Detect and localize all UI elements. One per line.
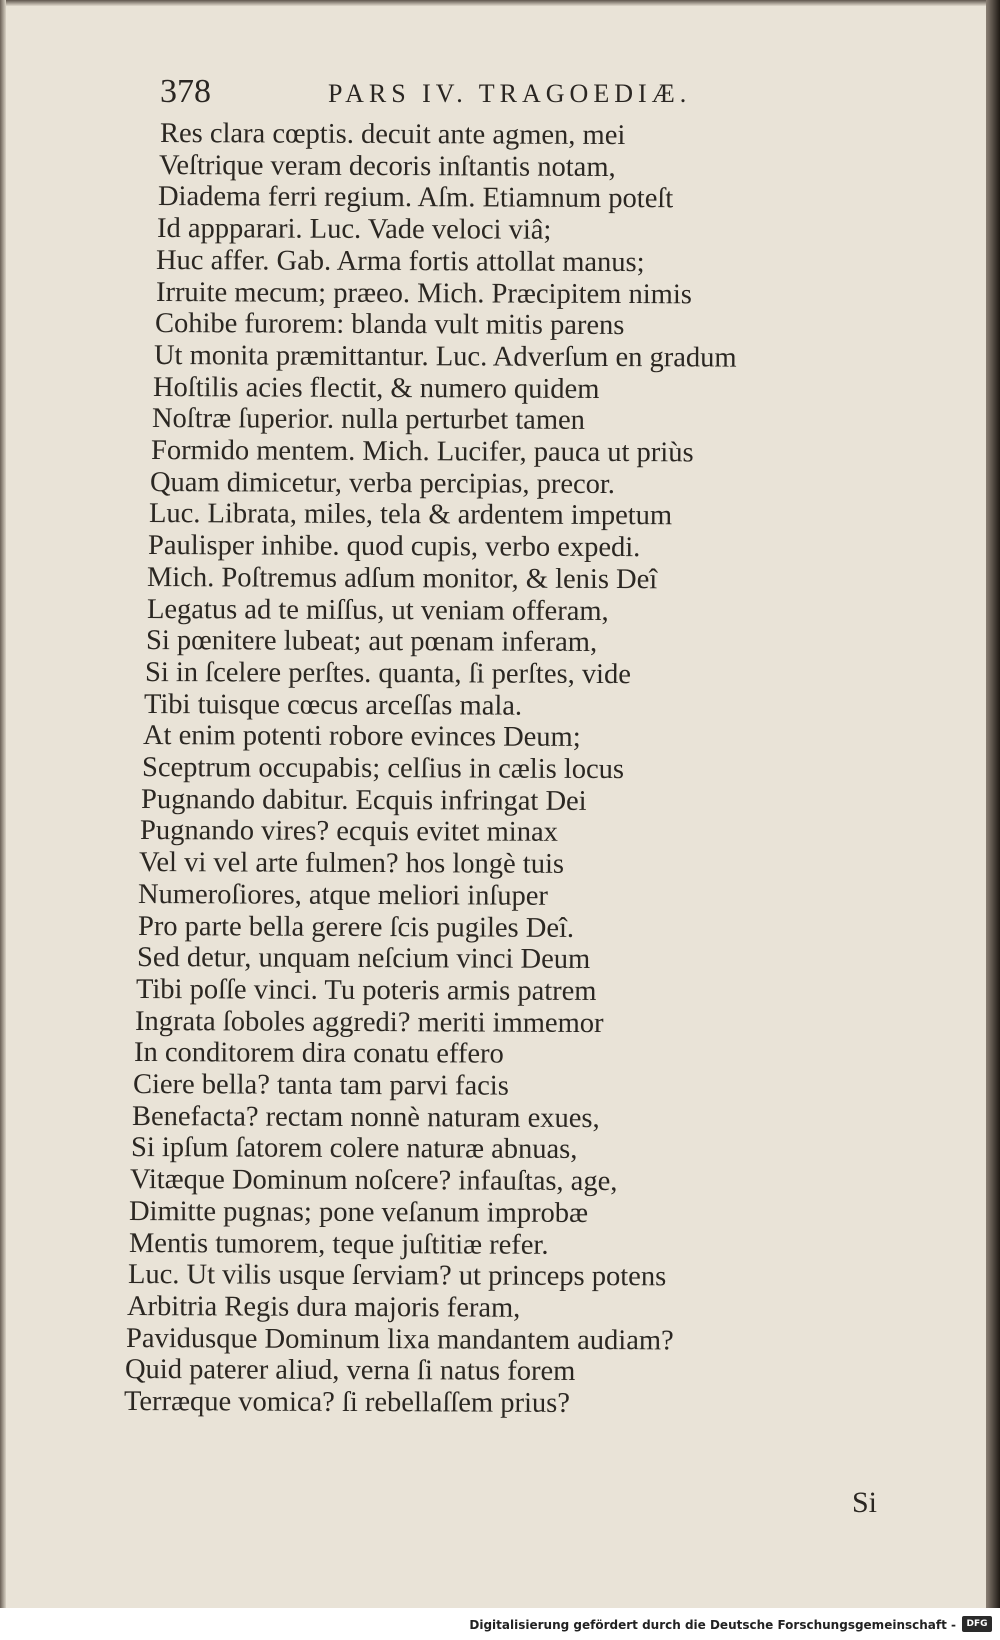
verse-line: Paulisper inhibe. quod cupis, verbo expedi.: [148, 530, 641, 564]
verse-line: Res clara cœptis. decuit ante agmen, mei: [159, 118, 626, 152]
verse-line: Pugnando vires? ecquis evitet minax: [140, 815, 559, 849]
verse-line: Diadema ferri regium. Aſm. Etiamnum poteſt: [158, 181, 674, 215]
verse-line: Legatus ad te miſſus, ut veniam offeram,: [146, 593, 609, 627]
verse-line: Pro parte bella gerere ſcis pugiles Deî.: [137, 910, 574, 944]
verse-line: In conditorem dira conatu effero: [133, 1037, 504, 1070]
verse-line: Noſtræ ſuperior. nulla perturbet tamen: [151, 403, 585, 437]
verse-line: Ingrata ſoboles aggredi? meriti immemor: [134, 1005, 604, 1039]
verse-line: Id appparari. Luc. Vade veloci viâ;: [157, 213, 552, 246]
verse-line: Hoſtilis acies flectit, & numero quidem: [152, 371, 600, 405]
verse-line: Dimitte pugnas; pone veſanum improbæ: [129, 1195, 589, 1229]
verse-line: Sed detur, unquam neſcium vinci Deum: [136, 942, 590, 976]
verse-line: Pavidusque Dominum lixa mandantem audiam?: [125, 1322, 674, 1356]
verse-line: Veſtrique veram decoris inſtantis notam,: [159, 149, 616, 183]
verse-line: Si ipſum ſatorem colere naturæ abnuas,: [131, 1132, 578, 1166]
catchword: Si: [852, 1486, 878, 1519]
verse-line: Arbitria Regis dura majoris feram,: [126, 1290, 521, 1324]
verse-line: Mentis tumorem, teque juſtitiæ refer.: [128, 1227, 549, 1261]
verse-line: Luc. Ut vilis usque ſerviam? ut princeps potens: [127, 1259, 666, 1293]
verse-line: Cohibe furorem: blanda vult mitis parens: [154, 308, 625, 342]
verse-line: Terræque vomica? ſi rebellaſſem prius?: [123, 1386, 570, 1419]
verse-line: Ut monita præmittantur. Luc. Adverſum en gradum: [153, 339, 737, 374]
footer-bar: [0, 1608, 1000, 1640]
verse-line: Pugnando dabitur. Ecquis infringat Dei: [141, 783, 587, 817]
verse-line: Vel vi vel arte fulmen? hos longè tuis: [139, 847, 565, 880]
funding-credit: Digitalisierung gefördert durch die Deutsche Forschungsgemeinschaft -: [469, 1618, 956, 1632]
verse-line: Luc. Librata, miles, tela & ardentem impetum: [149, 498, 673, 532]
verse-line: Irruite mecum; præeo. Mich. Præcipitem nimis: [155, 276, 692, 310]
verse-line: Si in ſcelere perſtes. quanta, ſi perſtes, vide: [144, 656, 631, 691]
page-number: 378: [160, 73, 211, 110]
verse-line: Quam dimicetur, verba percipias, precor.: [150, 466, 616, 500]
verse-line: Huc affer. Gab. Arma fortis attollat manus;: [156, 244, 646, 278]
verse-line: Vitæque Dominum noſcere? infauſtas, age,: [130, 1164, 618, 1198]
dfg-logo: DFG: [962, 1616, 992, 1632]
verse-line: Quid paterer aliud, verna ſi natus forem: [124, 1354, 576, 1388]
verse-line: Formido mentem. Mich. Lucifer, pauca ut priùs: [150, 435, 694, 469]
verse-line: Mich. Poſtremus adſum monitor, & lenis Deî: [147, 561, 658, 596]
verse-line: Sceptrum occupabis; celſius in cælis locus: [141, 752, 625, 786]
verse-line: At enim potenti robore evinces Deum;: [142, 720, 581, 754]
verse-line: Numeroſiores, atque meliori inſuper: [138, 878, 549, 912]
verse-line: Si pœnitere lubeat; aut pœnam inferam,: [145, 625, 597, 659]
verse-line: Ciere bella? tanta tam parvi facis: [132, 1069, 509, 1102]
verse-line: Benefacta? rectam nonnè naturam exues,: [132, 1100, 600, 1134]
running-title: PARS IV. TRAGOEDIÆ.: [328, 79, 692, 108]
verse-line: Tibi poſſe vinci. Tu poteris armis patrem: [135, 973, 597, 1007]
verse-line: Tibi tuisque cœcus arceſſas mala.: [143, 688, 522, 722]
